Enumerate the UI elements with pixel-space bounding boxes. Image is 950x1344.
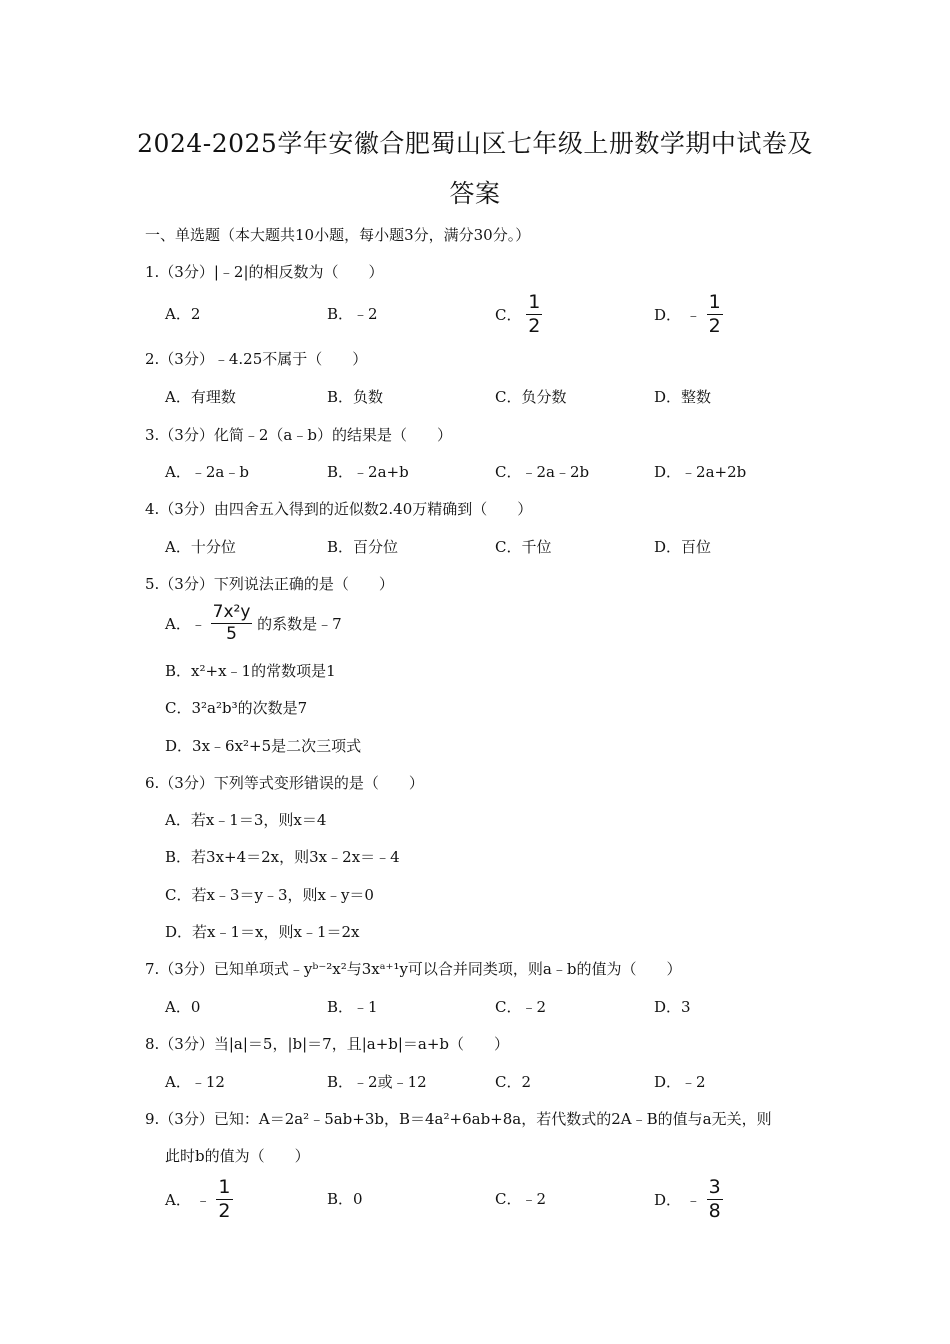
section-heading: 一、单选题（本大题共10小题，每小题3分，满分30分。） <box>145 226 531 244</box>
question-8-option-a: A．﹣12 <box>165 1073 225 1091</box>
option-label: A． <box>165 1191 191 1209</box>
fraction-numerator: 1 <box>708 291 721 313</box>
option-label: A．﹣ <box>165 615 206 633</box>
fraction-denominator: 2 <box>218 1200 231 1222</box>
question-9-option-b: B．0 <box>327 1190 363 1208</box>
question-6-option-b: B．若3x+4＝2x，则3x﹣2x＝﹣4 <box>165 848 400 866</box>
question-7-stem: 7.（3分）已知单项式﹣yᵇ⁻²x²与3xᵃ⁺¹y可以合并同类项，则a﹣b的值为（ ） <box>145 960 682 978</box>
option-text: 的系数是﹣7 <box>257 615 342 633</box>
fraction <box>526 293 542 336</box>
question-9-option-c: C．﹣2 <box>495 1190 547 1208</box>
question-6-option-c: C．若x﹣3＝y﹣3，则x﹣y＝0 <box>165 886 374 904</box>
document-title-line-2: 答案 <box>449 179 501 208</box>
question-6-option-d: D．若x﹣1＝x，则x﹣1＝2x <box>165 923 360 941</box>
question-3-option-b: B．﹣2a+b <box>327 463 409 481</box>
question-3-option-d: D．﹣2a+2b <box>654 463 747 481</box>
question-1-option-c <box>495 293 542 336</box>
question-8-option-c: C．2 <box>495 1073 532 1091</box>
question-2-stem: 2.（3分）﹣4.25不属于（ ） <box>145 350 368 368</box>
question-7-option-c: C．﹣2 <box>495 998 547 1016</box>
question-2-option-d: D．整数 <box>654 388 712 406</box>
question-5-option-c: C．3²a²b³的次数是7 <box>165 699 308 717</box>
question-6-stem: 6.（3分）下列等式变形错误的是（ ） <box>145 774 424 792</box>
question-4-stem: 4.（3分）由四舍五入得到的近似数2.40万精确到（ ） <box>145 500 533 518</box>
question-7-option-a: A．0 <box>165 998 201 1016</box>
question-8-stem: 8.（3分）当|a|＝5，|b|＝7，且|a+b|＝a+b（ ） <box>145 1035 510 1053</box>
question-8-option-b: B．﹣2或﹣12 <box>327 1073 427 1091</box>
question-1-option-d <box>654 293 723 336</box>
option-label: C． <box>495 306 522 324</box>
fraction-numerator: 7x²y <box>212 602 251 622</box>
fraction <box>707 1178 723 1221</box>
question-9-stem-line-2: 此时b的值为（ ） <box>165 1147 310 1165</box>
fraction <box>211 604 253 643</box>
question-4-option-c: C．千位 <box>495 538 552 556</box>
fraction-denominator: 2 <box>528 315 541 337</box>
question-8-option-d: D．﹣2 <box>654 1073 706 1091</box>
question-1-stem: 1.（3分）|﹣2|的相反数为（ ） <box>145 263 384 281</box>
fraction-numerator: 1 <box>528 291 541 313</box>
question-5-option-b: B．x²+x﹣1的常数项是1 <box>165 662 336 680</box>
option-label: D． <box>654 306 682 324</box>
fraction-denominator: 5 <box>226 624 237 644</box>
fraction-numerator: 1 <box>218 1176 231 1198</box>
question-7-option-d: D．3 <box>654 998 691 1016</box>
negative-sign: ﹣ <box>685 1191 701 1209</box>
question-4-option-d: D．百位 <box>654 538 712 556</box>
question-3-option-c: C．﹣2a﹣2b <box>495 463 590 481</box>
fraction-denominator: 2 <box>708 315 721 337</box>
question-5-option-d: D．3x﹣6x²+5是二次三项式 <box>165 737 362 755</box>
question-3-stem: 3.（3分）化简﹣2（a﹣b）的结果是（ ） <box>145 426 452 444</box>
question-6-option-a: A．若x﹣1＝3，则x＝4 <box>165 811 327 829</box>
question-4-option-b: B．百分位 <box>327 538 399 556</box>
question-2-option-c: C．负分数 <box>495 388 567 406</box>
question-9-option-a <box>165 1178 233 1221</box>
question-2-option-a: A．有理数 <box>165 388 236 406</box>
negative-sign: ﹣ <box>195 1191 211 1209</box>
question-1-option-b: B．﹣2 <box>327 305 378 323</box>
fraction-numerator: 3 <box>708 1176 721 1198</box>
fraction-denominator: 8 <box>708 1200 721 1222</box>
document-title-line-1: 2024-2025学年安徽合肥蜀山区七年级上册数学期中试卷及 <box>137 129 813 158</box>
question-2-option-b: B．负数 <box>327 388 384 406</box>
question-9-stem-line-1: 9.（3分）已知：A＝2a²﹣5ab+3b，B＝4a²+6ab+8a，若代数式的2A﹣B的值与a无关，则 <box>145 1110 772 1128</box>
negative-sign: ﹣ <box>685 306 701 324</box>
question-3-option-a: A．﹣2a﹣b <box>165 463 249 481</box>
fraction <box>707 293 723 336</box>
question-4-option-a: A．十分位 <box>165 538 236 556</box>
fraction <box>216 1178 232 1221</box>
question-1-option-a: A．2 <box>165 305 201 323</box>
question-5-stem: 5.（3分）下列说法正确的是（ ） <box>145 575 394 593</box>
question-7-option-b: B．﹣1 <box>327 998 378 1016</box>
question-9-option-d <box>654 1178 723 1221</box>
option-label: D． <box>654 1191 682 1209</box>
question-5-option-a <box>165 604 342 643</box>
